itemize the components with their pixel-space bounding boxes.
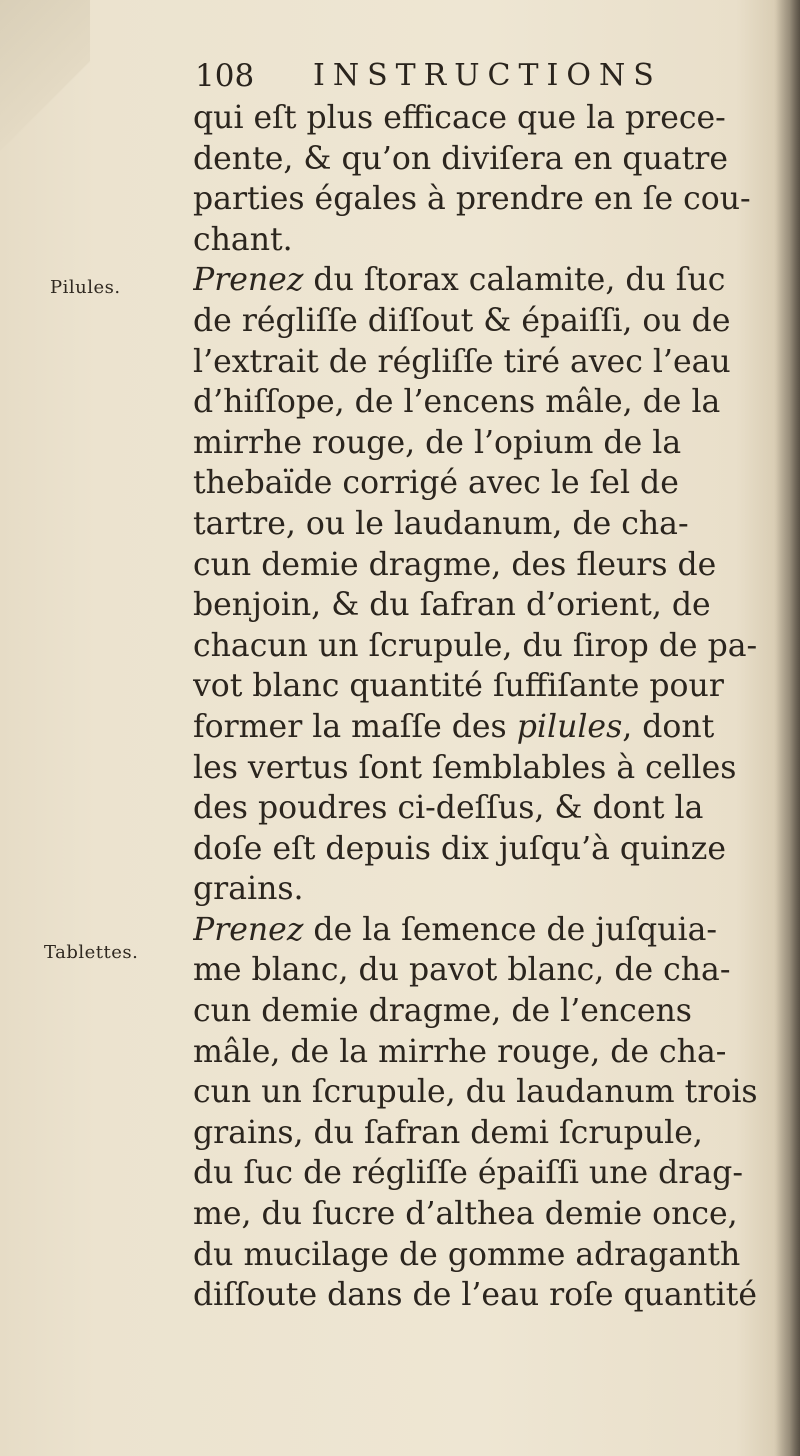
text-line: parties égales à prendre en ſe cou- [193, 181, 751, 218]
text-line: doſe eſt depuis dix juſqu’à quinze [193, 830, 726, 867]
margin-note-tablettes: Tablettes. [44, 942, 139, 963]
text-line: dente, & qu’on diviſera en quatre [193, 140, 728, 177]
text-line: du ſuc de régliſſe épaiſſi une drag- [193, 1155, 743, 1192]
page-corner-shadow [0, 0, 90, 160]
prenez-word: Prenez [193, 911, 304, 948]
text-line: me blanc, du pavot blanc, de cha- [193, 952, 731, 989]
text-line: cun demie dragme, des fleurs de [193, 546, 717, 583]
text-fragment: , dont [622, 708, 715, 745]
text-fragment: de la ſemence de juſquia- [303, 911, 717, 948]
text-fragment: former la maſſe des [193, 708, 517, 745]
text-line: mirrhe rouge, de l’opium de la [193, 424, 682, 461]
text-line: les vertus ſont ſemblables à celles [193, 749, 737, 786]
text-line: des poudres ci-deſſus, & dont la [193, 790, 704, 827]
text-line-pilules-start [193, 260, 758, 301]
text-line: du mucilage de gomme adraganth [193, 1236, 741, 1273]
running-title: INSTRUCTIONS [313, 58, 662, 93]
text-line: de régliſſe diſſout & épaiſſi, ou de [193, 302, 731, 339]
text-line: benjoin, & du ſafran d’orient, de [193, 587, 711, 624]
text-fragment: du ſtorax calamite, du ſuc [303, 262, 726, 299]
text-line: grains. [193, 871, 304, 908]
text-line: d’hiſſope, de l’encens mâle, de la [193, 384, 721, 421]
text-line: l’extrait de régliſſe tiré avec l’eau [193, 343, 731, 380]
margin-note-pilules: Pilules. [50, 277, 121, 298]
text-line: cun demie dragme, de l’encens [193, 993, 692, 1030]
text-line: me, du ſucre d’althea demie once, [193, 1196, 738, 1233]
text-line: chacun un ſcrupule, du ſirop de pa- [193, 627, 758, 664]
book-spine-shadow [774, 0, 800, 1456]
prenez-word: Prenez [193, 262, 304, 299]
page-header [195, 58, 755, 102]
text-line: tartre, ou le laudanum, de cha- [193, 505, 689, 542]
text-line: qui eſt plus efficace que la prece- [193, 100, 726, 136]
text-line: chant. [193, 221, 293, 258]
pilules-word: pilules [516, 708, 623, 745]
text-line: grains, du ſafran demi ſcrupule, [193, 1114, 703, 1151]
text-line: mâle, de la mirrhe rouge, de cha- [193, 1033, 727, 1070]
text-line: thebaïde corrigé avec le ſel de [193, 465, 679, 502]
text-line: diſſoute dans de l’eau roſe quantité [193, 1277, 758, 1314]
text-line-pilules-word [193, 707, 758, 748]
body-text [193, 98, 758, 1316]
text-line: cun un ſcrupule, du laudanum trois [193, 1074, 758, 1111]
text-line: vot blanc quantité ſuffiſante pour [193, 668, 724, 705]
text-line-tablettes-start [193, 910, 758, 951]
page-number: 108 [195, 58, 255, 94]
